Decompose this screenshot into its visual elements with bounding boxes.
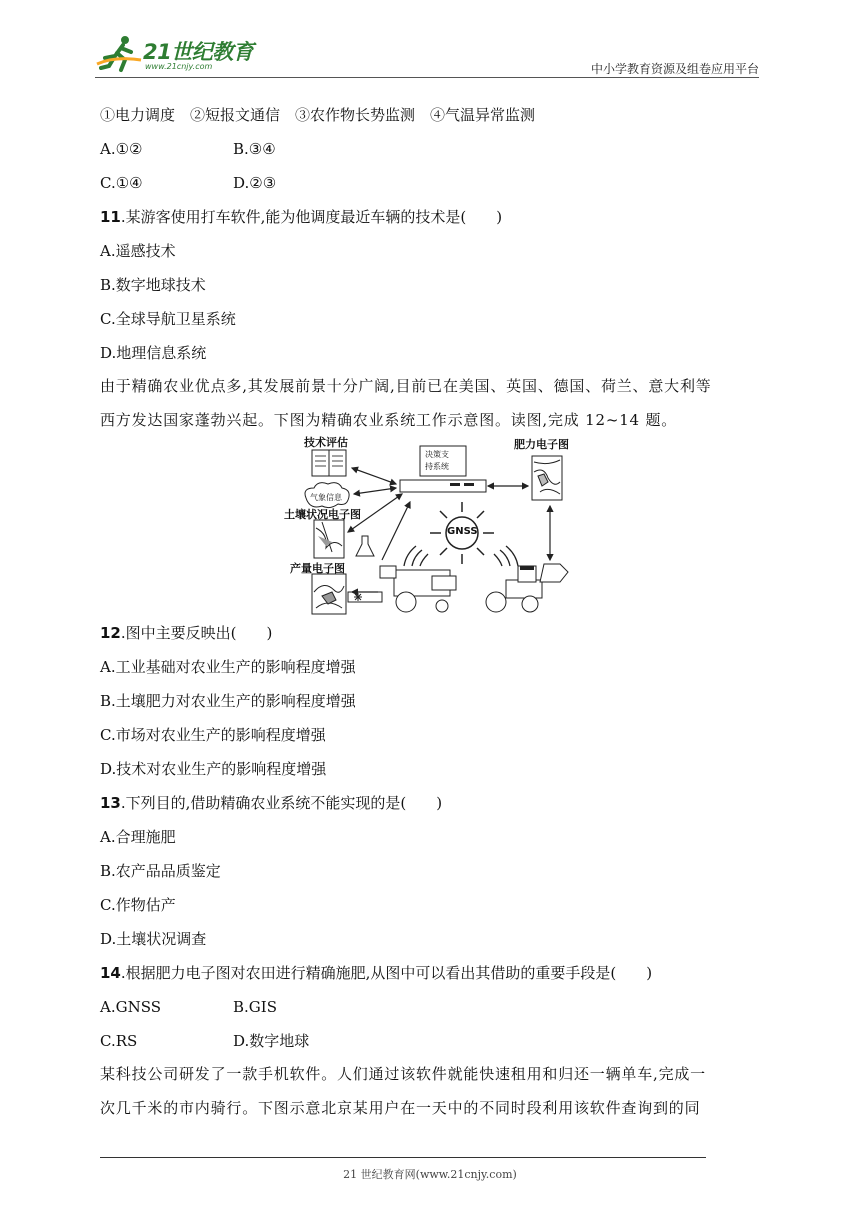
q12-number: 12: [100, 624, 121, 642]
q12-text: .图中主要反映出( ): [120, 624, 273, 642]
platform-name: 中小学教育资源及组卷应用平台: [590, 62, 759, 76]
label-decision-1: 决策支: [425, 450, 449, 459]
q12-option-a: A.工业基础对农业生产的影响程度增强: [100, 658, 356, 676]
label-decision-2: 持系统: [425, 462, 449, 471]
q13-stem: [100, 793, 442, 813]
q14-option-a: A.GNSS: [100, 998, 161, 1016]
q11-number: 11: [100, 208, 121, 226]
page-header: [95, 28, 759, 80]
q14-text: .根据肥力电子图对农田进行精确施肥,从图中可以看出其借助的重要手段是( ): [120, 964, 653, 982]
q13-text: .下列目的,借助精确农业系统不能实现的是( ): [120, 794, 443, 812]
q14-option-d: D.数字地球: [233, 1032, 310, 1050]
q10-stem: ①电力调度 ②短报文通信 ③农作物长势监测 ④气温异常监测: [100, 106, 536, 124]
passage2-line2: 次几千米的市内骑行。下图示意北京某用户在一天中的不同时段利用该软件查询到的同: [100, 1099, 701, 1117]
precision-agriculture-diagram: [282, 432, 582, 618]
q10-option-c: C.①④: [100, 174, 143, 192]
q13-option-d: D.土壤状况调查: [100, 930, 207, 948]
q11-stem: [100, 207, 502, 227]
brand-name: 21世纪教育: [143, 40, 254, 64]
q13-option-b: B.农产品品质鉴定: [100, 862, 221, 880]
passage2-line1: 某科技公司研发了一款手机软件。人们通过该软件就能快速租用和归还一辆单车,完成一: [100, 1065, 706, 1083]
q12-stem: [100, 623, 272, 643]
runner-icon: [95, 34, 145, 74]
header-divider: [95, 77, 759, 78]
q11-text: .某游客使用打车软件,能为他调度最近车辆的技术是( ): [120, 208, 503, 226]
q12-option-c: C.市场对农业生产的影响程度增强: [100, 726, 326, 744]
q11-option-d: D.地理信息系统: [100, 344, 207, 362]
q12-option-d: D.技术对农业生产的影响程度增强: [100, 760, 327, 778]
page-footer: 21 世纪教育网(www.21cnjy.com): [343, 1168, 517, 1181]
q10-option-b: B.③④: [233, 140, 276, 158]
q11-option-a: A.遥感技术: [100, 242, 176, 260]
label-fert-map: 肥力电子图: [514, 438, 569, 451]
q14-option-b: B.GIS: [233, 998, 277, 1016]
q11-option-b: B.数字地球技术: [100, 276, 206, 294]
q13-option-c: C.作物估产: [100, 896, 176, 914]
q14-number: 14: [100, 964, 121, 982]
q11-option-c: C.全球导航卫星系统: [100, 310, 236, 328]
label-tech-eval: 技术评估: [304, 436, 348, 449]
q13-number: 13: [100, 794, 121, 812]
passage1-line1: 由于精确农业优点多,其发展前景十分广阔,目前已在美国、英国、德国、荷兰、意大利等: [100, 377, 712, 395]
label-weather: 气象信息: [310, 493, 342, 502]
label-gnss: GNSS: [447, 526, 478, 537]
q10-option-a: A.①②: [100, 140, 143, 158]
q10-option-d: D.②③: [233, 174, 277, 192]
site-logo: [95, 34, 265, 74]
label-yield-map: 产量电子图: [290, 562, 345, 575]
footer-divider: [100, 1157, 706, 1158]
q13-option-a: A.合理施肥: [100, 828, 176, 846]
q12-option-b: B.土壤肥力对农业生产的影响程度增强: [100, 692, 356, 710]
q14-stem: [100, 963, 652, 983]
q14-option-c: C.RS: [100, 1032, 138, 1050]
passage1-line2: 西方发达国家蓬勃兴起。下图为精确农业系统工作示意图。读图,完成 12~14 题。: [100, 411, 678, 429]
brand-url: www.21cnjy.com: [145, 62, 213, 71]
label-soil-map: 土壤状况电子图: [284, 508, 361, 521]
